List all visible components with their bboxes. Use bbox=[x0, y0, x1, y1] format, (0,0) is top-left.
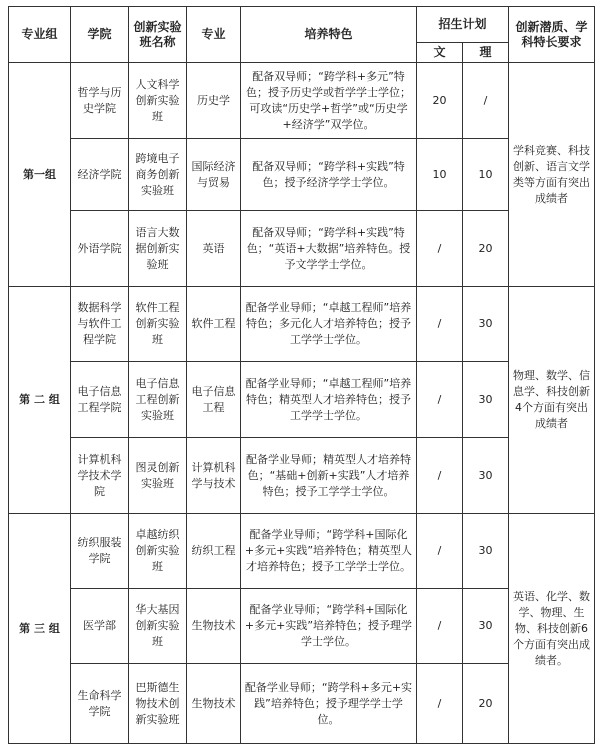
requirement-cell: 物理、数学、信息学、科技创新4个方面有突出成绩者 bbox=[509, 287, 595, 514]
plan-li-cell: 30 bbox=[463, 287, 509, 362]
major-cell: 纺织工程 bbox=[187, 514, 241, 589]
plan-li-cell: 20 bbox=[463, 211, 509, 287]
major-cell: 软件工程 bbox=[187, 287, 241, 362]
class-cell: 人文科学创新实验班 bbox=[129, 63, 187, 139]
plan-li-cell: 30 bbox=[463, 438, 509, 514]
college-cell: 纺织服装学院 bbox=[71, 514, 129, 589]
class-cell: 跨境电子商务创新实验班 bbox=[129, 139, 187, 211]
major-cell: 英语 bbox=[187, 211, 241, 287]
header-requirements: 创新潜质、学科特长要求 bbox=[509, 7, 595, 63]
major-cell: 生物技术 bbox=[187, 664, 241, 744]
class-cell: 图灵创新实验班 bbox=[129, 438, 187, 514]
plan-wen-cell: / bbox=[417, 589, 463, 664]
features-cell: 配备双导师；“跨学科+实践”特色；授予经济学学士学位。 bbox=[241, 139, 417, 211]
class-cell: 巴斯德生物技术创新实验班 bbox=[129, 664, 187, 744]
header-plan: 招生计划 bbox=[417, 7, 509, 43]
requirement-cell: 学科竞赛、科技创新、语言文学类等方面有突出成绩者 bbox=[509, 63, 595, 287]
plan-wen-cell: / bbox=[417, 287, 463, 362]
major-cell: 生物技术 bbox=[187, 589, 241, 664]
group-name: 第 三 组 bbox=[9, 514, 71, 744]
major-cell: 计算机科学与技术 bbox=[187, 438, 241, 514]
plan-li-cell: 10 bbox=[463, 139, 509, 211]
table-row bbox=[9, 362, 595, 438]
class-cell: 软件工程创新实验班 bbox=[129, 287, 187, 362]
college-cell: 哲学与历史学院 bbox=[71, 63, 129, 139]
plan-li-cell: / bbox=[463, 63, 509, 139]
plan-li-cell: 30 bbox=[463, 514, 509, 589]
major-cell: 国际经济与贸易 bbox=[187, 139, 241, 211]
table-row bbox=[9, 211, 595, 287]
college-cell: 数据科学与软件工程学院 bbox=[71, 287, 129, 362]
table-row bbox=[9, 139, 595, 211]
table-row bbox=[9, 664, 595, 744]
plan-wen-cell: / bbox=[417, 211, 463, 287]
header-features: 培养特色 bbox=[241, 7, 417, 63]
features-cell: 配备双导师；“跨学科+多元”特色；授予历史学或哲学学士学位；可攻读“历史学+哲学”或“历史学+经济学”双学位。 bbox=[241, 63, 417, 139]
features-cell: 配备双导师；“跨学科+实践”特色；“英语+大数据”培养特色。授予文学学士学位。 bbox=[241, 211, 417, 287]
plan-li-cell: 20 bbox=[463, 664, 509, 744]
features-cell: 配备学业导师；“跨学科+国际化+多元+实践”培养特色；授予理学学士学位。 bbox=[241, 589, 417, 664]
plan-wen-cell: / bbox=[417, 438, 463, 514]
features-cell: 配备学业导师；“卓越工程师”培养特色；精英型人才培养特色；授予工学学士学位。 bbox=[241, 362, 417, 438]
plan-li-cell: 30 bbox=[463, 362, 509, 438]
features-cell: 配备学业导师；精英型人才培养特色；“基础+创新+实践”人才培养特色；授予工学学士学位。 bbox=[241, 438, 417, 514]
header-class: 创新实验班名称 bbox=[129, 7, 187, 63]
header-wen: 文 bbox=[417, 43, 463, 63]
requirement-cell: 英语、化学、数学、物理、生物、科技创新6个方面有突出成绩者。 bbox=[509, 514, 595, 744]
plan-wen-cell: / bbox=[417, 362, 463, 438]
plan-wen-cell: / bbox=[417, 664, 463, 744]
major-cell: 电子信息工程 bbox=[187, 362, 241, 438]
features-cell: 配备学业导师；“跨学科+国际化+多元+实践”培养特色；精英型人才培养特色；授予工学学士学位。 bbox=[241, 514, 417, 589]
header-group: 专业组 bbox=[9, 7, 71, 63]
college-cell: 外语学院 bbox=[71, 211, 129, 287]
college-cell: 医学部 bbox=[71, 589, 129, 664]
plan-wen-cell: 20 bbox=[417, 63, 463, 139]
header-li: 理 bbox=[463, 43, 509, 63]
table-row bbox=[9, 589, 595, 664]
major-cell: 历史学 bbox=[187, 63, 241, 139]
college-cell: 电子信息工程学院 bbox=[71, 362, 129, 438]
header-major: 专业 bbox=[187, 7, 241, 63]
class-cell: 卓越纺织创新实验班 bbox=[129, 514, 187, 589]
features-cell: 配备学业导师；“跨学科+多元+实践”培养特色；授予理学学士学位。 bbox=[241, 664, 417, 744]
table-row bbox=[9, 63, 595, 139]
college-cell: 计算机科学技术学院 bbox=[71, 438, 129, 514]
class-cell: 华大基因创新实验班 bbox=[129, 589, 187, 664]
features-cell: 配备学业导师；“卓越工程师”培养特色；多元化人才培养特色；授予工学学士学位。 bbox=[241, 287, 417, 362]
plan-wen-cell: 10 bbox=[417, 139, 463, 211]
group-name: 第 二 组 bbox=[9, 287, 71, 514]
table-row bbox=[9, 287, 595, 362]
college-cell: 生命科学学院 bbox=[71, 664, 129, 744]
group-name: 第一组 bbox=[9, 63, 71, 287]
class-cell: 电子信息工程创新实验班 bbox=[129, 362, 187, 438]
college-cell: 经济学院 bbox=[71, 139, 129, 211]
table-row bbox=[9, 514, 595, 589]
header-college: 学院 bbox=[71, 7, 129, 63]
plan-li-cell: 30 bbox=[463, 589, 509, 664]
table-row bbox=[9, 438, 595, 514]
class-cell: 语言大数据创新实验班 bbox=[129, 211, 187, 287]
enrollment-plan-table bbox=[8, 6, 595, 744]
plan-wen-cell: / bbox=[417, 514, 463, 589]
